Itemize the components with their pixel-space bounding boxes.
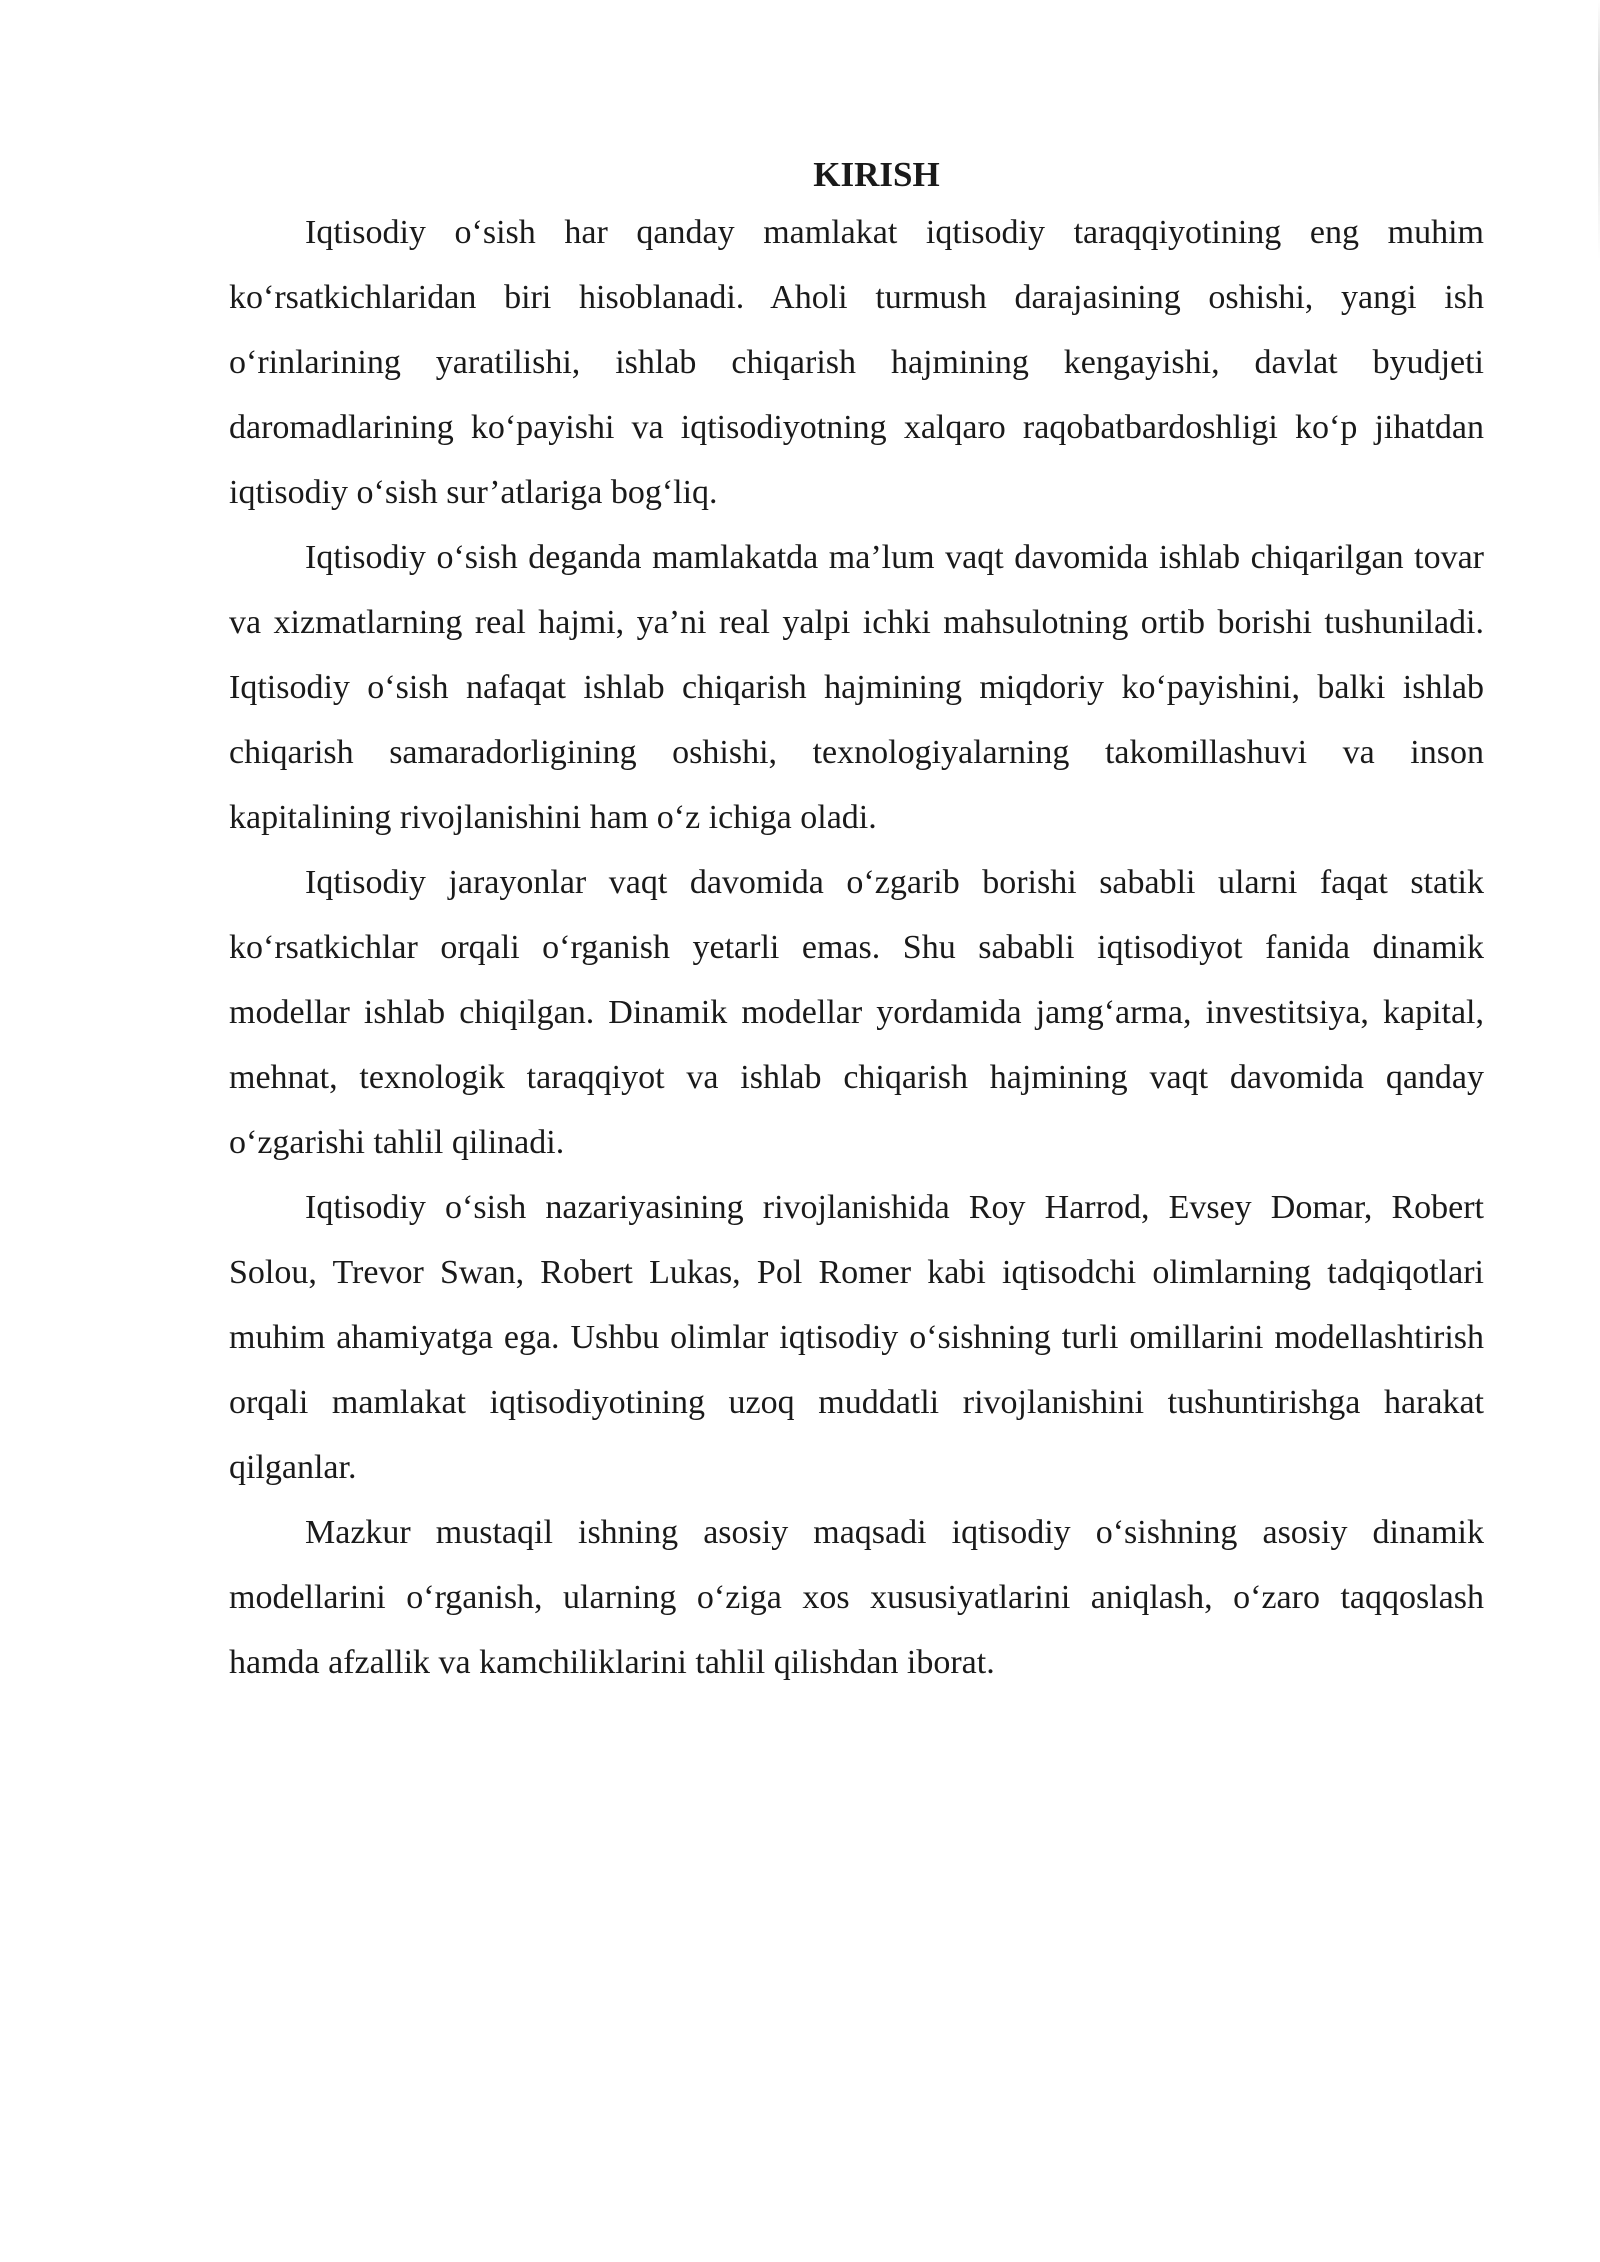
paragraph-5: Mazkur mustaqil ishning asosiy maqsadi iqtisodiy o‘sishning asosiy dinamik modellarini o‘rganish, ularning o‘ziga xos xususiyatlarini aniqlash, o‘zaro taqqoslash hamda afzallik va kamchiliklarini tahlil qilishdan iborat. [229,1514,1484,1681]
paragraph-4: Iqtisodiy o‘sish nazariyasining rivojlanishida Roy Harrod, Evsey Domar, Robert Solou, Trevor Swan, Robert Lukas, Pol Romer kabi iqtisodchi olimlarning tadqiqotlari muhim ahamiyatga ega. Ushbu olimlar iqtisodiy o‘sishning turli omillarini modellashtirish orqali mamlakat iqtisodiyotining uzoq muddatli rivojlanishini tushuntirishga harakat qilganlar. [229,1189,1484,1486]
document-page [229,150,1484,1695]
paragraph-1: Iqtisodiy o‘sish har qanday mamlakat iqtisodiy taraqqiyotining eng muhim ko‘rsatkichlaridan biri hisoblanadi. Aholi turmush darajasining oshishi, yangi ish o‘rinlarining yaratilishi, ishlab chiqarish hajmining kengayishi, davlat byudjeti daromadlarining ko‘payishi va iqtisodiyotning xalqaro raqobatbardoshligi ko‘p jihatdan iqtisodiy o‘sish sur’atlariga bog‘liq. [229,214,1484,511]
paragraph-3: Iqtisodiy jarayonlar vaqt davomida o‘zgarib borishi sababli ularni faqat statik ko‘rsatkichlar orqali o‘rganish yetarli emas. Shu sababli iqtisodiyot fanida dinamik modellar ishlab chiqilgan. Dinamik modellar yordamida jamg‘arma, investitsiya, kapital, mehnat, texnologik taraqqiyot va ishlab chiqarish hajmining vaqt davomida qanday o‘zgarishi tahlil qilinadi. [229,864,1484,1161]
paragraph-2: Iqtisodiy o‘sish deganda mamlakatda ma’lum vaqt davomida ishlab chiqarilgan tovar va xizmatlarning real hajmi, ya’ni real yalpi ichki mahsulotning ortib borishi tushuniladi. Iqtisodiy o‘sish nafaqat ishlab chiqarish hajmining miqdoriy ko‘payishini, balki ishlab chiqarish samaradorligining oshishi, texnologiyalarning takomillashuvi va inson kapitalining rivojlanishini ham o‘z ichiga oladi. [229,539,1484,836]
section-heading: KIRISH [813,155,940,194]
